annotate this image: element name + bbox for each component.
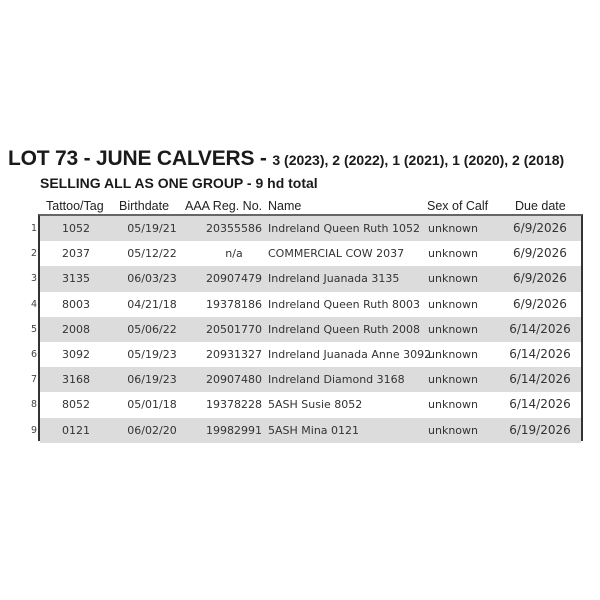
cell-tattoo-tag: 3168: [62, 373, 90, 387]
cell-sex-of-calf: unknown: [428, 373, 478, 387]
row-number: 6: [31, 349, 38, 360]
cell-due-date: 6/9/2026: [513, 246, 567, 261]
cell-due-date: 6/14/2026: [509, 347, 571, 361]
cell-due-date: 6/9/2026: [513, 271, 567, 286]
cell-name: Indreland Queen Ruth 1052: [268, 222, 421, 235]
row-number: 9: [31, 424, 38, 436]
cell-name: 5ASH Mina 0121: [268, 423, 360, 437]
cell-reg-no: 20501770: [206, 322, 262, 336]
table-row: [40, 418, 581, 443]
table-row: [40, 216, 581, 241]
cell-sex-of-calf: unknown: [428, 272, 478, 286]
cell-sex-of-calf: unknown: [428, 222, 478, 235]
cell-tattoo-tag: 2008: [62, 322, 90, 336]
cell-birthdate: 05/01/18: [127, 398, 177, 412]
cattle-table: [38, 214, 583, 441]
cell-sex-of-calf: unknown: [428, 322, 478, 336]
cell-birthdate: 05/12/22: [127, 247, 177, 261]
cell-birthdate: 06/02/20: [127, 423, 177, 437]
cell-due-date: 6/14/2026: [509, 321, 571, 336]
col-header-reg-no: AAA Reg. No.: [185, 199, 263, 213]
row-number: 7: [31, 374, 38, 386]
lot-title-counts: 3 (2023), 2 (2022), 1 (2021), 1 (2020), 2 (2018): [272, 152, 565, 168]
cell-sex-of-calf: unknown: [428, 423, 478, 437]
table-row: [40, 342, 581, 367]
cell-tattoo-tag: 8003: [62, 297, 90, 311]
cell-birthdate: 04/21/18: [127, 297, 177, 311]
cell-reg-no: 20907480: [206, 373, 262, 387]
table-row: [40, 392, 581, 417]
col-header-sex-of-calf: Sex of Calf: [427, 199, 489, 213]
cell-due-date: 6/14/2026: [509, 397, 571, 412]
cell-name: 5ASH Susie 8052: [268, 398, 363, 412]
cell-birthdate: 06/19/23: [127, 373, 177, 387]
lot-title: [8, 147, 564, 171]
cell-birthdate: 05/19/21: [127, 222, 177, 235]
row-number: 3: [31, 273, 38, 285]
cell-tattoo-tag: 2037: [62, 247, 90, 261]
cell-name: Indreland Juanada 3135: [268, 272, 400, 286]
row-number: 4: [31, 298, 38, 310]
table-row: [40, 266, 581, 291]
cell-due-date: 6/9/2026: [513, 221, 567, 235]
cell-reg-no: 19378186: [206, 297, 262, 311]
cell-tattoo-tag: 8052: [62, 398, 90, 412]
table-row: [40, 292, 581, 317]
cell-tattoo-tag: 3135: [62, 272, 90, 286]
cell-name: Indreland Juanada Anne 3092: [268, 348, 432, 361]
cell-due-date: 6/19/2026: [509, 422, 571, 437]
cell-due-date: 6/14/2026: [509, 372, 571, 387]
cell-reg-no: 20355586: [206, 222, 262, 235]
cell-reg-no: 19982991: [206, 423, 262, 437]
lot-subtitle: SELLING ALL AS ONE GROUP - 9 hd total: [40, 175, 318, 191]
cell-reg-no: n/a: [225, 247, 243, 261]
cell-due-date: 6/9/2026: [513, 296, 567, 311]
cell-birthdate: 05/19/23: [127, 348, 177, 361]
col-header-name: Name: [268, 199, 302, 213]
lot-title-main: LOT 73 - JUNE CALVERS -: [8, 147, 273, 170]
table-row: [40, 317, 581, 342]
table-row: [40, 241, 581, 266]
col-header-due-date: Due date: [515, 199, 566, 213]
col-header-tattoo-tag: Tattoo/Tag: [46, 199, 104, 213]
cell-birthdate: 05/06/22: [127, 322, 177, 336]
cell-reg-no: 20907479: [206, 272, 262, 286]
cell-birthdate: 06/03/23: [127, 272, 177, 286]
cell-tattoo-tag: 3092: [62, 348, 90, 361]
cell-name: Indreland Queen Ruth 2008: [268, 322, 421, 336]
row-number: 2: [31, 248, 38, 260]
row-number: 5: [31, 323, 38, 335]
cell-sex-of-calf: unknown: [428, 348, 478, 361]
cell-sex-of-calf: unknown: [428, 398, 478, 412]
cell-sex-of-calf: unknown: [428, 247, 478, 261]
cell-tattoo-tag: 1052: [62, 222, 90, 235]
col-header-birthdate: Birthdate: [119, 199, 170, 213]
cell-name: Indreland Diamond 3168: [268, 373, 405, 387]
cell-sex-of-calf: unknown: [428, 297, 478, 311]
row-number: 1: [31, 223, 38, 234]
cell-name: COMMERCIAL COW 2037: [268, 247, 405, 261]
cell-tattoo-tag: 0121: [62, 423, 90, 437]
table-row: [40, 367, 581, 392]
cell-name: Indreland Queen Ruth 8003: [268, 297, 421, 311]
cell-reg-no: 20931327: [206, 348, 262, 361]
row-number: 8: [31, 399, 38, 411]
cell-reg-no: 19378228: [206, 398, 262, 412]
